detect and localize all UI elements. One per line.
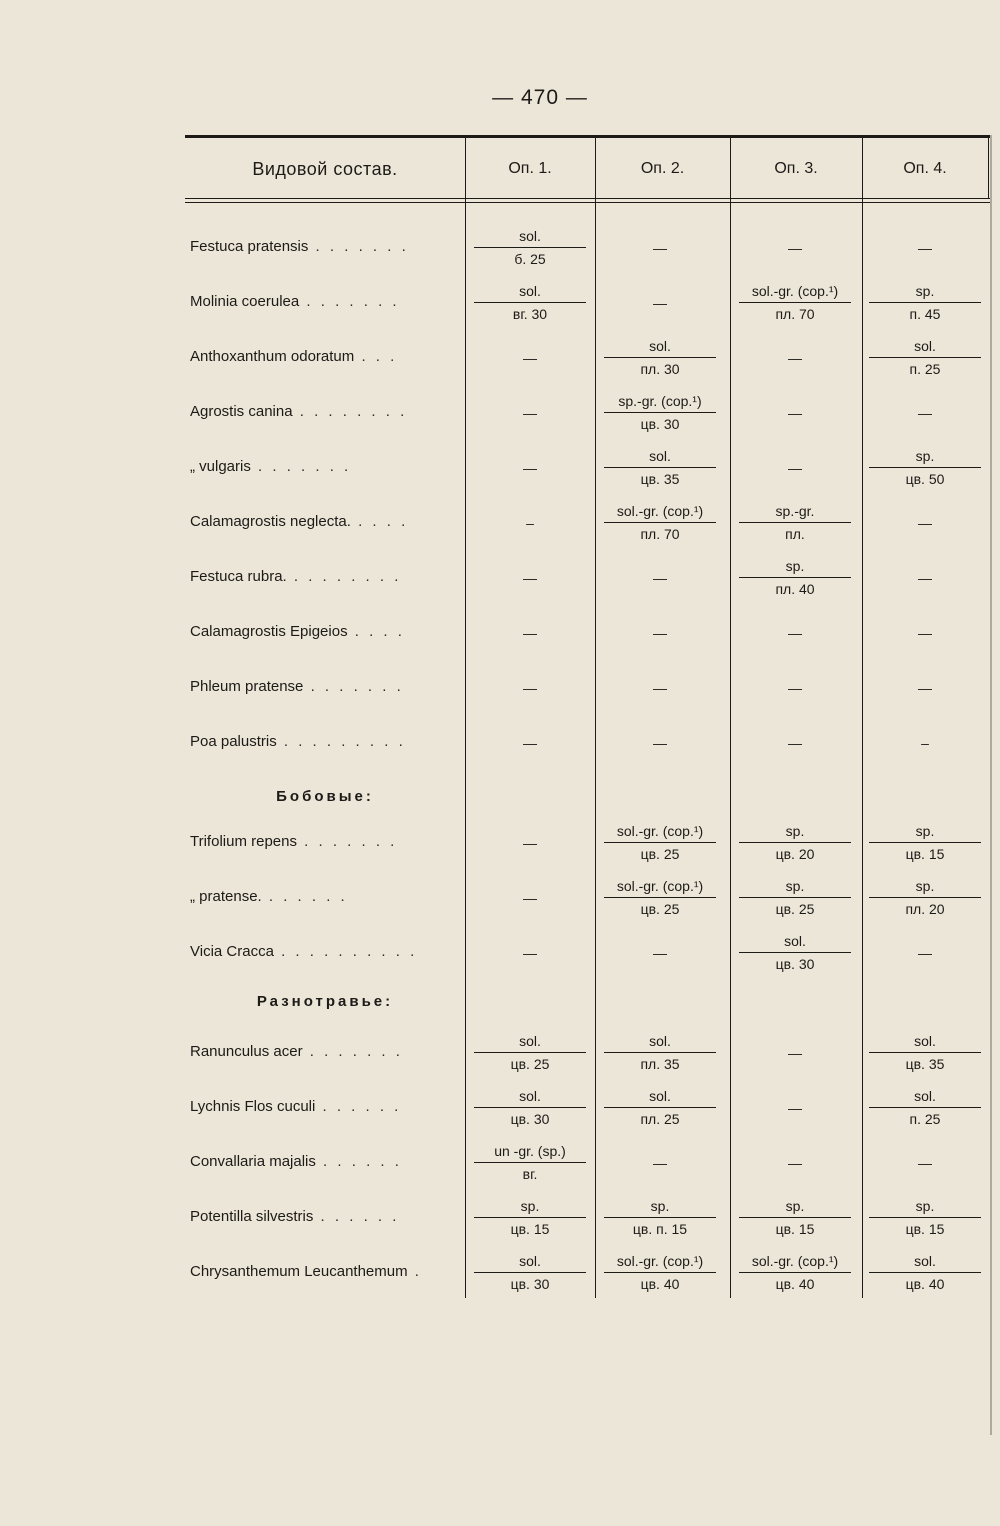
cell-abundance xyxy=(731,556,859,599)
fraction-bar xyxy=(869,1217,981,1218)
header-plot-2: Оп. 2. xyxy=(640,160,685,177)
fraction-bar xyxy=(604,1107,716,1108)
cell-absent: — xyxy=(788,460,802,476)
fraction-bar xyxy=(474,1052,586,1053)
cell-abundance xyxy=(861,876,989,919)
cell-absent: — xyxy=(788,405,802,421)
cell-abundance xyxy=(466,1031,594,1074)
species-name xyxy=(190,348,465,365)
species-label: Calamagrostis neglecta. xyxy=(190,513,351,530)
leader-dots: . . . . . . . xyxy=(308,238,409,255)
fraction-bar xyxy=(604,467,716,468)
cell-absent: — xyxy=(653,735,667,751)
cell-abundance xyxy=(731,281,859,324)
group-heading: Бобовые: xyxy=(276,788,374,805)
abundance-value: sol.-gr. (cop.¹) xyxy=(751,1253,839,1269)
header-rule-double xyxy=(185,202,990,203)
species-label: Anthoxanthum odoratum xyxy=(190,348,355,365)
phase-height-value: пл. 35 xyxy=(640,1056,680,1072)
column-divider xyxy=(988,138,989,198)
phase-height-value: п. 45 xyxy=(909,306,941,322)
phase-height-value: вг. 30 xyxy=(512,306,548,322)
phase-height-value: цв. 15 xyxy=(905,1221,945,1237)
species-label: Calamagrostis Epigeios xyxy=(190,623,348,640)
species-label: „ pratense. xyxy=(190,888,262,905)
abundance-value: sol. xyxy=(914,1033,936,1049)
phase-height-value: цв. п. 15 xyxy=(632,1221,688,1237)
cell-absent: — xyxy=(653,680,667,696)
abundance-value: sp. xyxy=(915,823,935,839)
phase-height-value: пл. xyxy=(785,526,805,542)
cell-absent: — xyxy=(523,405,537,421)
header-plot-1: Оп. 1. xyxy=(508,160,552,177)
cell-abundance xyxy=(861,1031,989,1074)
species-name xyxy=(190,833,465,850)
cell-abundance xyxy=(861,821,989,864)
phase-height-value: цв. 25 xyxy=(510,1056,550,1072)
species-name xyxy=(190,943,465,960)
cell-absent: — xyxy=(523,625,537,641)
cell-absent: — xyxy=(523,460,537,476)
leader-dots: . . . . . . . . . . xyxy=(273,943,418,960)
leader-dots: . . . . . . . . xyxy=(286,568,402,585)
fraction-bar xyxy=(474,1162,586,1163)
abundance-value: sp. xyxy=(785,1198,805,1214)
cell-abundance xyxy=(731,931,859,974)
abundance-value: sol.-gr. (cop.¹) xyxy=(616,878,704,894)
phase-height-value: цв. 15 xyxy=(510,1221,550,1237)
page-number: — 470 — xyxy=(492,86,588,109)
abundance-value: sol. xyxy=(649,448,671,464)
abundance-value: sol. xyxy=(914,338,936,354)
phase-height-value: цв. 35 xyxy=(640,471,680,487)
species-name xyxy=(190,403,465,420)
cell-absent: — xyxy=(918,570,932,586)
fraction-bar xyxy=(739,302,851,303)
cell-abundance xyxy=(466,1196,594,1239)
phase-height-value: цв. 15 xyxy=(775,1221,815,1237)
cell-abundance xyxy=(596,1031,724,1074)
cell-absent: — xyxy=(788,680,802,696)
fraction-bar xyxy=(739,952,851,953)
species-name xyxy=(190,568,465,585)
cell-abundance xyxy=(731,876,859,919)
fraction-bar xyxy=(869,897,981,898)
phase-height-value: вг. xyxy=(522,1166,538,1182)
species-name xyxy=(190,733,465,750)
fraction-bar xyxy=(474,302,586,303)
abundance-value: sol.-gr. (cop.¹) xyxy=(616,1253,704,1269)
cell-absent: — xyxy=(918,625,932,641)
cell-abundance xyxy=(861,1196,989,1239)
abundance-value: sol. xyxy=(914,1088,936,1104)
cell-absent: – xyxy=(526,515,534,531)
cell-absent: — xyxy=(788,1100,802,1116)
fraction-bar xyxy=(869,1107,981,1108)
fraction-bar xyxy=(869,467,981,468)
abundance-value: sp.-gr. xyxy=(775,503,815,519)
cell-abundance xyxy=(861,336,989,379)
leader-dots: . . . . xyxy=(350,513,409,530)
cell-absent: — xyxy=(653,1155,667,1171)
abundance-value: sol. xyxy=(649,338,671,354)
cell-absent: — xyxy=(788,625,802,641)
phase-height-value: пл. 40 xyxy=(775,581,815,597)
abundance-value: sp. xyxy=(915,283,935,299)
abundance-value: sol. xyxy=(519,283,541,299)
fraction-bar xyxy=(604,1217,716,1218)
cell-absent: — xyxy=(788,1045,802,1061)
species-name xyxy=(190,1208,465,1225)
leader-dots: . . . . . . xyxy=(315,1153,402,1170)
cell-absent: — xyxy=(653,945,667,961)
cell-absent: — xyxy=(918,240,932,256)
cell-abundance xyxy=(861,446,989,489)
species-name xyxy=(190,1043,465,1060)
abundance-value: sp. xyxy=(785,823,805,839)
leader-dots: . . . xyxy=(354,348,398,365)
phase-height-value: пл. 70 xyxy=(640,526,680,542)
abundance-value: sol. xyxy=(519,1088,541,1104)
cell-absent: — xyxy=(788,1155,802,1171)
cell-absent: — xyxy=(653,625,667,641)
cell-abundance xyxy=(596,336,724,379)
phase-height-value: п. 25 xyxy=(909,361,941,377)
phase-height-value: пл. 70 xyxy=(775,306,815,322)
abundance-value: sol. xyxy=(649,1088,671,1104)
leader-dots: . . . . . . . . . xyxy=(276,733,406,750)
abundance-value: sol. xyxy=(649,1033,671,1049)
cell-absent: — xyxy=(523,735,537,751)
cell-absent: — xyxy=(653,240,667,256)
leader-dots: . . . . . . . . xyxy=(292,403,408,420)
cell-absent: — xyxy=(918,515,932,531)
species-label: „ vulgaris xyxy=(190,458,251,475)
cell-abundance xyxy=(596,821,724,864)
fraction-bar xyxy=(739,1272,851,1273)
leader-dots: . . . . . . . xyxy=(303,678,404,695)
phase-height-value: пл. 30 xyxy=(640,361,680,377)
fraction-bar xyxy=(604,1272,716,1273)
fraction-bar xyxy=(869,842,981,843)
phase-height-value: пл. 25 xyxy=(640,1111,680,1127)
fraction-bar xyxy=(739,897,851,898)
species-name xyxy=(190,458,465,475)
page-fold-shadow xyxy=(990,135,992,1435)
phase-height-value: цв. 25 xyxy=(640,901,680,917)
fraction-bar xyxy=(474,247,586,248)
cell-abundance xyxy=(596,1251,724,1294)
fraction-bar xyxy=(604,842,716,843)
fraction-bar xyxy=(474,1107,586,1108)
cell-abundance xyxy=(731,1251,859,1294)
abundance-value: sp. xyxy=(915,1198,935,1214)
fraction-bar xyxy=(869,302,981,303)
abundance-value: sp. xyxy=(520,1198,540,1214)
phase-height-value: цв. 50 xyxy=(905,471,945,487)
cell-absent: — xyxy=(788,240,802,256)
cell-absent: — xyxy=(653,295,667,311)
species-label: Ranunculus acer xyxy=(190,1043,303,1060)
header-species: Видовой состав. xyxy=(252,159,398,179)
phase-height-value: цв. 35 xyxy=(905,1056,945,1072)
leader-dots: . . . . . . . xyxy=(299,293,400,310)
phase-height-value: б. 25 xyxy=(514,251,546,267)
cell-absent: — xyxy=(788,350,802,366)
cell-abundance xyxy=(466,226,594,269)
cell-abundance xyxy=(596,876,724,919)
species-label: Poa palustris xyxy=(190,733,277,750)
cell-absent: — xyxy=(523,570,537,586)
abundance-value: sol. xyxy=(784,933,806,949)
cell-absent: — xyxy=(523,350,537,366)
abundance-value: sp. xyxy=(650,1198,670,1214)
species-label: Festuca rubra. xyxy=(190,568,287,585)
species-table xyxy=(185,135,990,1300)
fraction-bar xyxy=(869,1052,981,1053)
phase-height-value: цв. 40 xyxy=(640,1276,680,1292)
abundance-value: sol. xyxy=(519,1253,541,1269)
species-label: Convallaria majalis xyxy=(190,1153,316,1170)
cell-abundance xyxy=(731,821,859,864)
leader-dots: . . . . . . . xyxy=(296,833,398,850)
phase-height-value: цв. 30 xyxy=(640,416,680,432)
species-label: Festuca pratensis xyxy=(190,238,309,255)
cell-abundance xyxy=(596,1086,724,1129)
header-rule xyxy=(185,198,990,199)
abundance-value: sol.-gr. (cop.¹) xyxy=(751,283,839,299)
cell-abundance xyxy=(596,446,724,489)
cell-absent: — xyxy=(918,405,932,421)
leader-dots: . . . . . . . xyxy=(302,1043,403,1060)
header-plot-4: Оп. 4. xyxy=(903,160,947,177)
fraction-bar xyxy=(474,1272,586,1273)
cell-absent: — xyxy=(523,945,537,961)
species-label: Agrostis canina xyxy=(190,403,293,420)
cell-abundance xyxy=(731,1196,859,1239)
phase-height-value: цв. 40 xyxy=(905,1276,945,1292)
abundance-value: un -gr. (sp.) xyxy=(494,1143,566,1159)
phase-height-value: цв. 25 xyxy=(640,846,680,862)
abundance-value: sol. xyxy=(914,1253,936,1269)
fraction-bar xyxy=(604,522,716,523)
cell-absent: — xyxy=(523,890,537,906)
leader-dots: . . . . . . xyxy=(315,1098,402,1115)
fraction-bar xyxy=(604,1052,716,1053)
cell-abundance xyxy=(466,1251,594,1294)
species-name xyxy=(190,513,465,530)
cell-abundance xyxy=(466,1141,594,1184)
cell-abundance xyxy=(861,1251,989,1294)
phase-height-value: цв. 30 xyxy=(510,1276,550,1292)
phase-height-value: цв. 20 xyxy=(775,846,815,862)
phase-height-value: цв. 30 xyxy=(775,956,815,972)
fraction-bar xyxy=(739,1217,851,1218)
cell-absent: — xyxy=(918,1155,932,1171)
abundance-value: sp.-gr. (cop.¹) xyxy=(618,393,702,409)
abundance-value: sol.-gr. (cop.¹) xyxy=(616,823,704,839)
cell-abundance xyxy=(466,281,594,324)
fraction-bar xyxy=(604,357,716,358)
cell-absent: – xyxy=(921,735,929,751)
cell-abundance xyxy=(466,1086,594,1129)
fraction-bar xyxy=(739,522,851,523)
species-name xyxy=(190,678,465,695)
leader-dots: . xyxy=(407,1263,422,1280)
leader-dots: . . . . . . . xyxy=(250,458,352,475)
fraction-bar xyxy=(739,842,851,843)
cell-abundance xyxy=(861,281,989,324)
species-name xyxy=(190,1098,465,1115)
fraction-bar xyxy=(604,897,716,898)
header-plot-3: Оп. 3. xyxy=(774,160,818,177)
phase-height-value: цв. 40 xyxy=(775,1276,815,1292)
phase-height-value: цв. 15 xyxy=(905,846,945,862)
species-name xyxy=(190,238,465,255)
cell-abundance xyxy=(596,1196,724,1239)
phase-height-value: пл. 20 xyxy=(905,901,945,917)
species-name xyxy=(190,888,465,905)
species-label: Vicia Cracca xyxy=(190,943,274,960)
fraction-bar xyxy=(869,1272,981,1273)
phase-height-value: цв. 25 xyxy=(775,901,815,917)
cell-abundance xyxy=(731,501,859,544)
abundance-value: sol.-gr. (cop.¹) xyxy=(616,503,704,519)
species-name xyxy=(190,1153,465,1170)
cell-abundance xyxy=(861,1086,989,1129)
fraction-bar xyxy=(869,357,981,358)
cell-absent: — xyxy=(918,945,932,961)
species-label: Chrysanthemum Leucanthemum xyxy=(190,1263,408,1280)
species-name xyxy=(190,1263,465,1280)
species-name xyxy=(190,293,465,310)
species-label: Phleum pratense xyxy=(190,678,304,695)
cell-absent: — xyxy=(653,570,667,586)
fraction-bar xyxy=(739,577,851,578)
abundance-value: sol. xyxy=(519,228,541,244)
species-label: Potentilla silvestris xyxy=(190,1208,314,1225)
phase-height-value: п. 25 xyxy=(909,1111,941,1127)
fraction-bar xyxy=(474,1217,586,1218)
group-heading: Разнотравье: xyxy=(256,993,394,1010)
leader-dots: . . . . . . xyxy=(313,1208,400,1225)
cell-absent: — xyxy=(788,735,802,751)
abundance-value: sp. xyxy=(915,878,935,894)
abundance-value: sol. xyxy=(519,1033,541,1049)
species-label: Molinia coerulea xyxy=(190,293,300,310)
species-label: Trifolium repens xyxy=(190,833,297,850)
abundance-value: sp. xyxy=(915,448,935,464)
species-label: Lychnis Flos cuculi xyxy=(190,1098,316,1115)
cell-absent: — xyxy=(918,680,932,696)
phase-height-value: цв. 30 xyxy=(510,1111,550,1127)
species-name xyxy=(190,623,465,640)
cell-abundance xyxy=(596,501,724,544)
table-top-rule xyxy=(185,135,990,138)
cell-absent: — xyxy=(523,835,537,851)
abundance-value: sp. xyxy=(785,878,805,894)
abundance-value: sp. xyxy=(785,558,805,574)
fraction-bar xyxy=(604,412,716,413)
cell-absent: — xyxy=(523,680,537,696)
leader-dots: . . . . . . xyxy=(261,888,348,905)
cell-abundance xyxy=(596,391,724,434)
leader-dots: . . . . xyxy=(347,623,405,640)
